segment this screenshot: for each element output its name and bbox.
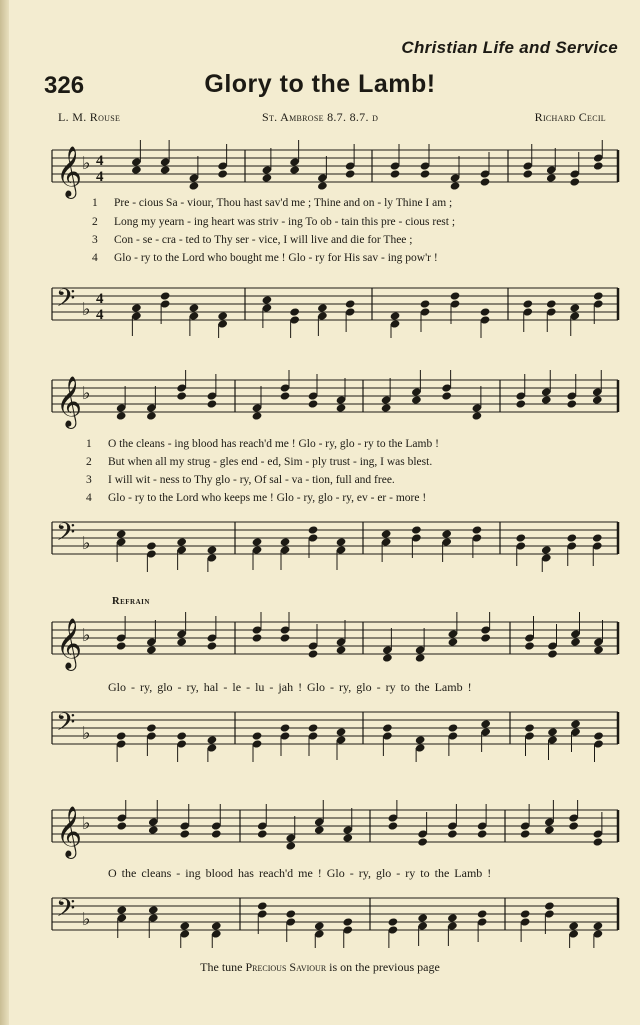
key-signature-flat-icon: ♭ [82,813,91,834]
note-head [387,821,398,830]
note-head [211,829,222,838]
note-head [415,653,426,662]
note-head [515,533,526,542]
note-head [480,633,491,642]
note-head [342,833,353,842]
note-head [593,645,604,654]
note-head [176,537,187,546]
system4-bass-staff [0,888,640,948]
note-head [257,901,268,910]
note-head [592,395,603,404]
system2-verse: 2 But when all my strug - gles end - ed, Sim - ply trust - ing, I was blest. [86,456,433,468]
note-head [541,545,552,554]
note-head [176,731,187,740]
note-head [148,905,159,914]
note-head [317,303,328,312]
treble-clef-icon: 𝄞 [56,806,83,857]
note-head [568,921,579,930]
note-head [441,529,452,538]
note-head [308,649,319,658]
note-head [116,641,127,650]
note-head [593,731,604,740]
time-signature-numerator: 4 [96,153,104,169]
key-signature-flat-icon: ♭ [82,383,91,404]
note-head [522,169,533,178]
note-head [570,719,581,728]
system1-verse: 1 Pre - cious Sa - viour, Thou hast sav'd me ; Thine and on - ly Thine I am ; [92,197,453,209]
note-head [285,841,296,850]
note-head [116,529,127,538]
note-head [381,403,392,412]
section-header: Christian Life and Service [401,38,618,57]
note-head [520,829,531,838]
note-head [447,637,458,646]
note-head [592,533,603,542]
refrain-lyric-line1: Glo - ry, glo - ry, hal - le - lu - jah ! Glo - ry, glo - ry to the Lamb ! [108,680,472,694]
hymn-title: Glory to the Lamb! [204,70,436,98]
note-head [261,173,272,182]
system1-verse: 2 Long my yearn - ing heart was striv - ing To ob - tain this pre - cious rest ; [92,216,456,228]
time-signature-numerator: 4 [96,291,104,307]
note-head [524,641,535,650]
hymn-number: 326 [44,72,85,99]
note-head [308,723,319,732]
bass-clef-icon: 𝄢 [56,284,76,319]
note-head [447,723,458,732]
note-head [211,921,222,930]
note-head [420,169,431,178]
note-head [382,723,393,732]
note-head [569,177,580,186]
time-signature-denominator: 4 [96,169,104,185]
system2-verse: 1 O the cleans - ing blood has reach'd me ! Glo - ry, glo - ry to the Lamb ! [86,438,439,450]
note-head [252,537,263,546]
author-credit: Richard Cecil [534,110,606,124]
note-head [146,541,157,550]
note-head [176,637,187,646]
note-head [252,731,263,740]
note-head [480,307,491,316]
note-head [280,391,291,400]
time-signature-denominator: 4 [96,307,104,323]
note-head [280,537,291,546]
note-head [477,909,488,918]
note-head [336,727,347,736]
note-head [387,917,398,926]
system2-verse: 3 I will wit - ness to Thy glo - ry, Of sal - va - tion, full and free. [86,474,395,486]
system4-treble-staff [0,800,640,860]
note-head [116,731,127,740]
key-signature-flat-icon: ♭ [82,533,91,554]
system1-verse: 3 Con - se - cra - ted to Thy ser - vice, I will live and die for Thee ; [92,234,413,246]
note-head [280,723,291,732]
note-head [308,525,319,534]
note-head [146,411,157,420]
tune-name: Precious Saviour [245,960,327,974]
note-head [160,291,171,300]
note-head [314,825,325,834]
treble-clef-icon: 𝄞 [56,618,83,669]
note-head [131,165,142,174]
note-head [447,913,458,922]
note-head [345,169,356,178]
composer-credit: L. M. Rouse [58,110,121,124]
note-head [217,169,228,178]
note-head [206,641,217,650]
note-head [280,633,291,642]
note-head [179,921,190,930]
key-signature-flat-icon: ♭ [82,723,91,744]
note-head [345,299,356,308]
system1-bass-staff [0,278,640,338]
note-head [477,829,488,838]
note-head [217,311,228,320]
note-head [317,181,328,190]
note-head [566,399,577,408]
note-head [285,909,296,918]
note-head [381,529,392,538]
note-head [450,291,461,300]
note-head [116,821,127,830]
system1-verse: 4 Glo - ry to the Lord who bought me ! Glo - ry for His sav - ing pow'r ! [92,252,438,264]
note-head [566,533,577,542]
note-head [546,173,557,182]
note-head [188,181,199,190]
note-head [289,307,300,316]
bass-clef-icon: 𝄢 [56,708,76,743]
note-head [160,165,171,174]
note-head [411,525,422,534]
note-head [417,913,428,922]
refrain-label: Refrain [112,596,150,607]
note-head [336,403,347,412]
note-head [592,837,603,846]
note-head [252,633,263,642]
note-head [131,303,142,312]
note-head [593,291,604,300]
note-head [471,525,482,534]
note-head [593,161,604,170]
note-head [252,411,263,420]
note-head [342,917,353,926]
note-head [541,395,552,404]
note-head [568,821,579,830]
note-head [544,901,555,910]
note-head [480,719,491,728]
note-head [592,921,603,930]
note-head [524,723,535,732]
note-head [411,395,422,404]
note-head [441,391,452,400]
note-head [289,165,300,174]
bass-clef-icon: 𝄢 [56,894,76,929]
note-head [480,177,491,186]
note-head [188,303,199,312]
note-head [314,921,325,930]
note-head [336,537,347,546]
note-head [544,825,555,834]
tune-meter-credit: St. Ambrose 8.7. 8.7. d [262,110,379,124]
footer-note: The tune Precious Saviour is on the previous page [200,960,440,974]
note-head [547,649,558,658]
key-signature-flat-icon: ♭ [82,153,91,174]
note-head [176,391,187,400]
note-head [547,727,558,736]
system2-bass-staff [0,512,640,572]
key-signature-flat-icon: ♭ [82,299,91,320]
treble-clef-icon: 𝄞 [56,146,83,197]
note-head [447,829,458,838]
note-head [206,545,217,554]
note-head [336,645,347,654]
system2-verse: 4 Glo - ry to the Lord who keeps me ! Glo - ry, glo - ry, ev - er - more ! [86,492,427,504]
bass-clef-icon: 𝄢 [56,518,76,553]
note-head [257,829,268,838]
note-head [390,311,401,320]
note-head [261,295,272,304]
note-head [515,399,526,408]
key-signature-flat-icon: ♭ [82,625,91,646]
system3-treble-staff [0,612,640,672]
note-head [415,735,426,744]
treble-clef-icon: 𝄞 [56,376,83,427]
note-head [148,825,159,834]
note-head [146,645,157,654]
system1-treble-staff [0,140,640,200]
note-head [546,299,557,308]
note-head [522,299,533,308]
note-head [179,829,190,838]
note-head [382,653,393,662]
note-head [116,905,127,914]
system2-treble-staff [0,370,640,430]
key-signature-flat-icon: ♭ [82,909,91,930]
note-head [450,181,461,190]
note-head [206,399,217,408]
refrain-lyric-line2: O the cleans - ing blood has reach'd me ! Glo - ry, glo - ry to the Lamb ! [108,866,492,880]
note-head [146,723,157,732]
note-head [206,735,217,744]
note-head [569,303,580,312]
note-head [420,299,431,308]
note-head [520,909,531,918]
note-head [308,399,319,408]
note-head [570,637,581,646]
system3-bass-staff [0,702,640,762]
note-head [417,837,428,846]
note-head [116,411,127,420]
note-head [390,169,401,178]
note-head [471,411,482,420]
